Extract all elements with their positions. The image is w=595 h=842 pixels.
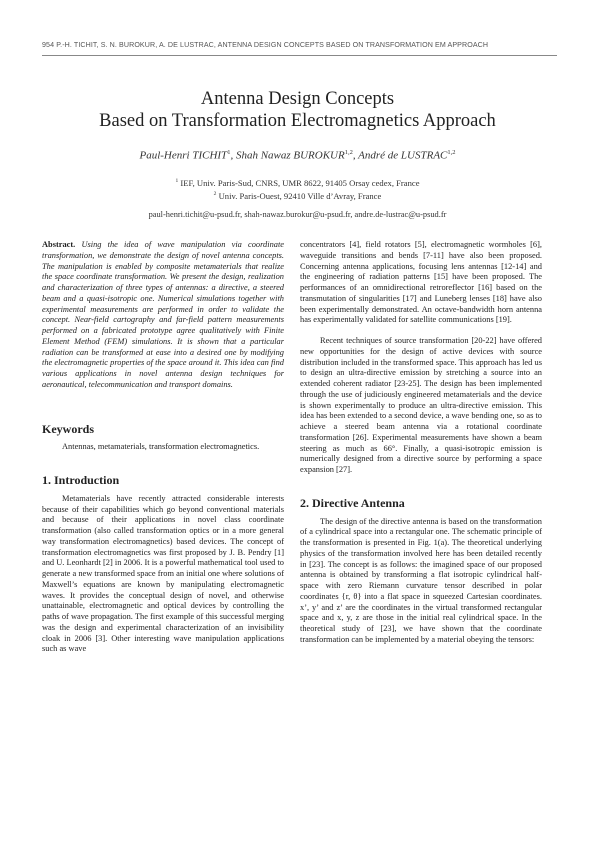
body-paragraph: Recent techniques of source transformation [20-22] have offered new opportunities for the design of active devices with source distribution included in the transformed space. This approach has led us to design an ultra-directive emission by stretching a source into an extended coherent radiator [23-25]. The design has been implemented through the use of judiciously engineered metamaterials and the device is shown experimentally to produce an ultra-directive emission. This idea has been extended to a second device, a wave bending one, so as to achieve a steered beam antenna via a rotational coordinate transformation [26]. Experimental measurements have shown a beam steering as much as 66°. Finally, a quasi-isotropic emission is numerically designed from a directive source by performing a space expansion [27]. xyxy=(300,336,542,474)
affiliation xyxy=(42,189,553,202)
right-column xyxy=(300,240,542,646)
affiliation xyxy=(42,176,553,189)
keywords-heading: Keywords xyxy=(42,421,94,436)
author-name: Paul-Henri TICHIT xyxy=(139,149,228,162)
title-line-1: Antenna Design Concepts xyxy=(200,89,395,109)
paper-title xyxy=(42,88,553,132)
header-divider xyxy=(42,55,557,56)
keywords-text: Antennas, metamaterials, transformation electromagnetics. xyxy=(62,442,260,452)
running-head: 954 P.-H. TICHIT, S. N. BUROKUR, A. DE LUSTRAC, ANTENNA DESIGN CONCEPTS BASED ON TRANSFORMATION EM APPROACH xyxy=(42,41,489,49)
affiliation-mark: 1 xyxy=(175,178,179,184)
body-paragraph: concentrators [4], field rotators [5], electromagnetic wormholes [6], waveguide transitions and bends [7-11] have also been proposed. Concerning antenna applications, focusing lens antennas [12-14] and the engineering of radiation patterns [15] have been proposed. The performances of an omnidirectional retroreflector [16] based on the transmutation of singularities [17] and Luneberg lenses [18] have also been experimentally demonstrated. An octave-bandwidth horn antenna has experimentally validated for satellite communications [19]. xyxy=(300,240,542,325)
author-affil-mark: 1,2 xyxy=(447,149,456,156)
author-affil-mark: 1,2 xyxy=(344,149,353,156)
abstract-label: Abstract. xyxy=(42,240,76,249)
body-paragraph: The design of the directive antenna is based on the transformation of a cylindrical space into a rectangular one. The schematic principle of the transformation is presented in Fig. 1(a). The theoretical underlying physics of the transformation involved here has been detailed recently in [23]. The concept is as follows: the imagined space of our proposed antenna is obtained by transforming a flat isotropic cylindrical half-space with zero Riemann curvature tensor described in polar coordinates {r, θ} into a flat space in squeezed Cartesian coordinates. x’, y’ and z’ are the coordinates in the virtual transformed rectangular space and x, y, z are those in the initial real cylindrical space. In the theoretical study of [23], we have shown that the coordinate transformation can be implemented by a material obeying the tensors: xyxy=(300,516,542,644)
title-line-2: Based on Transformation Electromagnetics Approach xyxy=(99,111,496,131)
author-name: André de LUSTRAC xyxy=(358,149,448,162)
affiliations xyxy=(42,176,553,202)
affiliation-mark: 2 xyxy=(213,190,217,197)
affiliation-text: Univ. Paris-Ouest, 92410 Ville d’Avray, France xyxy=(218,190,382,201)
author-emails: paul-henri.tichit@u-psud.fr, shah-nawaz.burokur@u-psud.fr, andre.de-lustrac@u-psud.fr xyxy=(148,210,447,219)
left-column xyxy=(42,240,284,655)
introduction-heading: 1. Introduction xyxy=(42,473,120,487)
abstract xyxy=(42,240,284,391)
author-list: Paul-Henri TICHIT$^1$, Shah Nawaz BUROKUR$^{1,2}$, André de LUSTRAC$^{1,2}$ xyxy=(139,149,456,162)
abstract-text: Using the idea of wave manipulation via coordinate transformation, we demonstrate the design of novel antenna concepts. The manipulation is enabled by composite metamaterials that realize the space coordinate transformation. We present the design, realization and characterization of three types of antennas: a directive, a steered beam and a quasi-isotropic one. Numerical simulations together with experimental measurements are performed in order to validate the concept. Near-field cartography and far-field pattern measurements performed on a fabricated prototype agree qualitatively with Finite Element Method (FEM) simulations. It is shown that a particular radiation can be transformed at ease into a desired one by modifying the electromagnetic properties of the space around it. This idea can find various applications in novel antenna design techniques for aeronautical, telecommunication and transport domains. xyxy=(42,240,284,389)
affiliation-text: IEF, Univ. Paris-Sud, CNRS, UMR 8622, 91405 Orsay cedex, France xyxy=(180,177,420,188)
directive-antenna-heading: 2. Directive Antenna xyxy=(300,495,405,510)
author-name: Shah Nawaz BUROKUR xyxy=(235,149,345,162)
introduction-paragraph: Metamaterials have recently attracted considerable interests because of their capabilities which go beyond conventional materials and because of their applications in novel class coordinate transformation (also called transformation optics or in a more general way transformation electromagnetics) based devices. The concept of transformation electromagnetics was first proposed by J. B. Pendry [1] and U. Leonhardt [2] in 2006. It is a powerful mathematical tool used to generate a new transformed space from an initial one where solutions of Maxwell’s equations are known by manipulating electromagnetic waves. It provides the conceptual design of novel, and otherwise unattainable, electromagnetic and optical devices by controlling the paths of wave propagation. The first example of this successful merging was the design and experimental characterization of an invisibility cloak in 2006 [3]. Other interesting wave manipulation applications such as wave xyxy=(42,493,284,654)
author-affil-mark: 1 xyxy=(227,149,231,156)
